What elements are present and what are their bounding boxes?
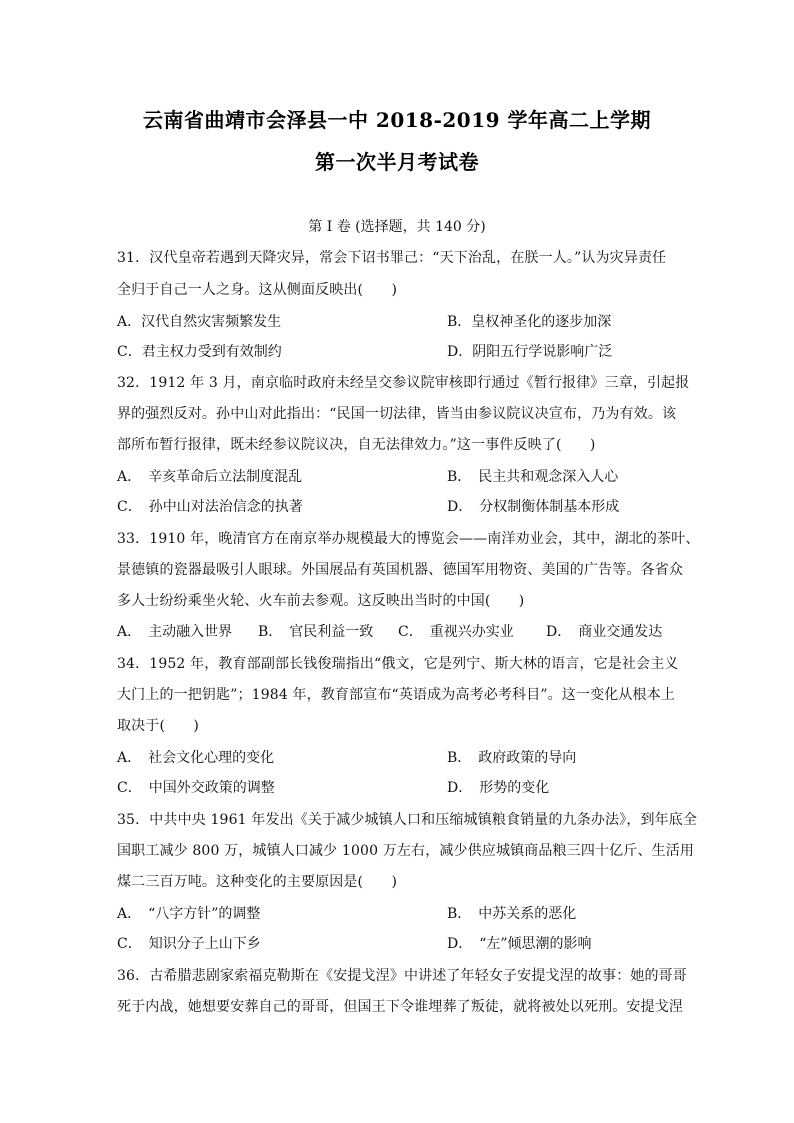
- q32-option-b: B． 民主共和观念深入人心: [447, 469, 619, 485]
- q31-option-b: B．皇权神圣化的逐步加深: [447, 314, 612, 330]
- q32-option-d: D． 分权制衡体制基本形成: [447, 499, 620, 515]
- question-31-line-2: 全归于自己一人之身。这从侧面反映出( ): [117, 282, 398, 298]
- q32-option-a: A． 辛亥革命后立法制度混乱: [117, 469, 303, 485]
- question-35-line-3: 煤二三百万吨。这种变化的主要原因是( ): [117, 874, 398, 890]
- q33-option-b: B． 官民利益一致: [258, 624, 374, 640]
- q35-option-d: D． “左”倾思潮的影响: [447, 936, 592, 952]
- q35-option-b: B． 中苏关系的恶化: [447, 906, 577, 922]
- question-34-line-3: 取决于( ): [117, 718, 199, 734]
- question-34-line-2: 大门上的一把钥匙”；1984 年，教育部宣布“英语成为高考必考科目”。这一变化从根本上: [117, 687, 675, 703]
- question-32-line-2: 界的强烈反对。孙中山对此指出：“民国一切法律，皆当由参议院议决宣布，乃为有效。该: [117, 406, 677, 422]
- question-33-line-2: 景德镇的瓷器最吸引人眼球。外国展品有英国机器、德国军用物资、美国的广告等。各省众: [117, 562, 683, 578]
- q33-option-d: D． 商业交通发达: [546, 624, 663, 640]
- question-33-line-1: 33．1910 年，晚清官方在南京举办规模最大的博览会——南洋劝业会，其中，湖北的茶叶、: [117, 531, 700, 547]
- question-32-line-3: 部所布暂行报律，既未经参议院议决，自无法律效力。”这一事件反映了( ): [117, 437, 596, 453]
- question-34-line-1: 34．1952 年，教育部副部长钱俊瑞指出“俄文，它是列宁、斯大林的语言，它是社会主义: [117, 656, 679, 672]
- question-35-line-2: 国职工减少 800 万，城镇人口减少 1000 万左右，减少供应城镇商品粮三四十亿斤、生活用: [117, 843, 695, 859]
- q35-option-a: A． “八字方针”的调整: [117, 906, 261, 922]
- exam-title: 云南省曲靖市会泽县一中 2018-2019 学年高二上学期: [142, 108, 652, 132]
- q31-option-a: A．汉代自然灾害频繁发生: [117, 314, 282, 330]
- q34-option-d: D． 形势的变化: [447, 780, 550, 796]
- q34-option-a: A． 社会文化心理的变化: [117, 750, 275, 766]
- question-32-line-1: 32．1912 年 3 月，南京临时政府未经呈交参议院审核即行通过《暂行报律》三章，引起报: [117, 375, 690, 391]
- q33-option-c: C． 重视兴办实业: [398, 624, 514, 640]
- question-35-line-1: 35．中共中央 1961 年发出《关于减少城镇人口和压缩城镇粮食销量的九条办法》，到年底全: [117, 812, 698, 828]
- q31-option-c: C．君主权力受到有效制约: [117, 344, 282, 360]
- q33-option-a: A． 主动融入世界: [117, 624, 233, 640]
- q34-option-c: C． 中国外交政策的调整: [117, 780, 275, 796]
- section-heading: 第 I 卷 (选择题，共 140 分): [308, 219, 486, 235]
- question-36-line-2: 死于内战，她想要安葬自己的哥哥，但国王下令谁埋葬了叛徒，就将被处以死刑。安提戈涅: [117, 999, 683, 1015]
- q31-option-d: D．阴阳五行学说影响广泛: [447, 344, 613, 360]
- exam-subtitle: 第一次半月考试卷: [315, 150, 479, 174]
- question-31-line-1: 31．汉代皇帝若遇到天降灾异，常会下诏书罪己：“天下治乱，在朕一人。”认为灾异责任: [117, 250, 667, 266]
- q35-option-c: C． 知识分子上山下乡: [117, 936, 261, 952]
- q32-option-c: C． 孙中山对法治信念的执著: [117, 499, 303, 515]
- question-33-line-3: 多人士纷纷乘坐火轮、火车前去参观。这反映出当时的中国( ): [117, 593, 525, 609]
- q34-option-b: B． 政府政策的导向: [447, 750, 577, 766]
- question-36-line-1: 36．古希腊悲剧家索福克勒斯在《安提戈涅》中讲述了年轻女子安提戈涅的故事：她的哥哥: [117, 968, 687, 984]
